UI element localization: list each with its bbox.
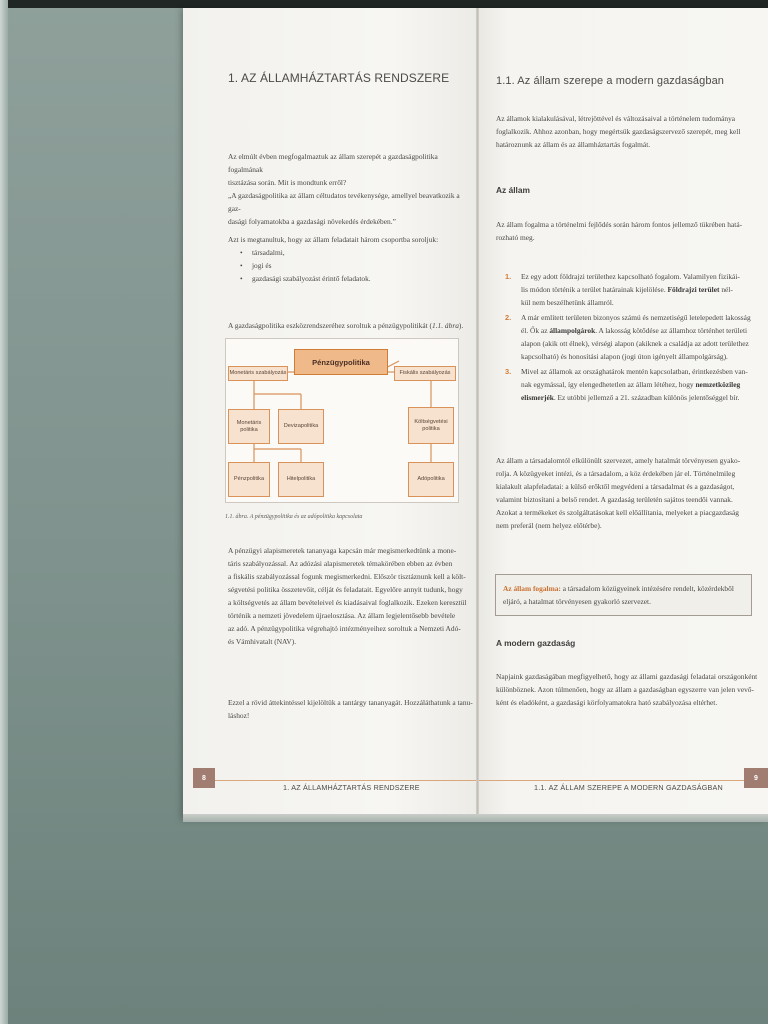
text-line bbox=[521, 391, 761, 404]
text-line: történik a nemzeti jövedelem újraelosztása. Az állam legjelentősebb bevétele bbox=[228, 611, 456, 620]
section-intro bbox=[496, 112, 761, 151]
body-paragraph-1 bbox=[228, 544, 473, 648]
list-item: • társadalmi, bbox=[238, 246, 468, 259]
text-line: Az elmúlt évben megfogalmaztuk az állam szerepét a gazdaságpolitika fogalmának bbox=[228, 152, 438, 174]
list-number: 1. bbox=[505, 272, 512, 281]
text-line bbox=[521, 378, 761, 391]
text-line: Ezzel a rövid áttekintéssel kijelöltük a tantárgy tananyagát. Hozzáláthatunk a tanu- bbox=[228, 698, 473, 707]
list-item bbox=[505, 270, 761, 309]
callout-term: Az állam fogalma: bbox=[503, 584, 561, 593]
scanner-edge-top bbox=[0, 0, 768, 8]
text-line: foglalkozik. Ahhoz azonban, hogy megértsük gazdaságszervező szerepét, meg kell bbox=[496, 127, 741, 136]
text-line bbox=[503, 582, 747, 595]
bold-term: nemzetközileg bbox=[695, 380, 741, 389]
text-line: láshoz! bbox=[228, 711, 250, 720]
figure-reference[interactable]: 1.1. ábra bbox=[432, 321, 459, 330]
modern-economy-paragraph bbox=[496, 670, 766, 709]
text-span: a társadalom közügyeinek intézésére rendelt, közérdekből bbox=[560, 584, 734, 593]
chapter-title: 1. AZ ÁLLAMHÁZTARTÁS RENDSZERE bbox=[228, 71, 450, 85]
tasks-block bbox=[228, 233, 468, 285]
page-right bbox=[479, 8, 768, 820]
intro-paragraph bbox=[228, 150, 468, 228]
tasks-intro: Azt is megtanultuk, hogy az állam feladatait három csoportba soroljuk: bbox=[228, 235, 439, 244]
section-title: 1.1. Az állam szerepe a modern gazdaságban bbox=[496, 75, 725, 87]
text-line: táris szabályozással. Az adózási alapismeretek témakörében ebben az évben bbox=[228, 559, 453, 568]
text-line: dasági folyamatokba a gazdasági növekedés érdekében.” bbox=[228, 217, 396, 226]
text-line: tisztázása során. Mit is mondtunk erről? bbox=[228, 178, 347, 187]
running-footer: 1. AZ ÁLLAMHÁZTARTÁS RENDSZERE bbox=[283, 783, 420, 792]
text-line: ségvetési politika összetevőit, célját és feladatait. Egyelőre annyit tudunk, hogy bbox=[228, 585, 463, 594]
state-definition-paragraph bbox=[496, 454, 764, 532]
running-footer: 1.1. AZ ÁLLAM SZEREPE A MODERN GAZDASÁGBAN bbox=[534, 783, 723, 792]
text-line: Napjaink gazdaságában megfigyelhető, hogy az állami gazdasági feladatai országonként bbox=[496, 672, 758, 681]
text-line: kül nem beszélhetünk államról. bbox=[521, 298, 614, 307]
footer-rule bbox=[479, 780, 744, 781]
footer-rule bbox=[215, 780, 479, 781]
text-span: nak egymással, így elengedhetetlen az állam létéhez, hogy bbox=[521, 380, 696, 389]
text-line: ként és eladóként, a gazdasági körfolyamatokra ható szabályozása eltérhet. bbox=[496, 698, 718, 707]
text-span: A gazdaságpolitika eszközrendszeréhez soroltuk a pénzügypolitikát ( bbox=[228, 321, 432, 330]
text-line: a költségvetés az állam bevételeivel és kiadásaival foglalkozik. Ezeken keresztül bbox=[228, 598, 467, 607]
text-span: él. Ők az bbox=[521, 326, 550, 335]
text-line: különböznek. Azon túlmenően, hogy az állam a gazdaságban egyszerre van jelen vevő- bbox=[496, 685, 754, 694]
text-line: A már említett területen bizonyos számú és nemzetiségű letelepedett lakosság bbox=[521, 313, 751, 322]
list-item bbox=[505, 311, 761, 363]
list-item bbox=[505, 365, 761, 404]
box-monetaris-politika: Monetáris politika bbox=[228, 409, 270, 444]
box-hitelpolitika: Hitelpolitika bbox=[278, 462, 324, 497]
text-span: . Ez utóbbi jellemző a 21. században különös jelentőséggel bír. bbox=[553, 393, 740, 402]
subheading-modern-economy: A modern gazdaság bbox=[496, 638, 576, 648]
page-number-badge: 9 bbox=[744, 768, 768, 788]
box-penzugypolitika: Pénzügypolitika bbox=[294, 349, 388, 375]
text-line bbox=[521, 283, 761, 296]
text-line: és Vámhivatalt (NAV). bbox=[228, 637, 297, 646]
policy-diagram bbox=[225, 338, 459, 503]
text-line: nem preferál (nem helyez előtérbe). bbox=[496, 521, 602, 530]
text-line: „A gazdaságpolitika az állam céltudatos tevékenysége, amellyel beavatkozik a gaz- bbox=[228, 191, 460, 213]
text-line: Az állam fogalma a történelmi fejlődés során három fontos jellemző tükrében hatá- bbox=[496, 220, 743, 229]
text-line: eljáró, a hatalmat törvényesen gyakorló szervezet. bbox=[503, 597, 651, 606]
list-number: 3. bbox=[505, 367, 512, 376]
text-line: a fiskális szabályozással fogunk megismerkedni. Először tisztáznunk kell a költ- bbox=[228, 572, 466, 581]
state-intro bbox=[496, 218, 761, 244]
page-underside-shadow bbox=[183, 814, 768, 822]
text-line: Azokat a termékeket és szolgáltatásokat kell előállítania, melyeket a piacgazdaság bbox=[496, 508, 739, 517]
list-number: 2. bbox=[505, 313, 512, 322]
diagram-intro bbox=[228, 319, 468, 332]
page-number-badge: 8 bbox=[193, 768, 215, 788]
box-penzpolitika: Pénzpolitika bbox=[228, 462, 270, 497]
box-adopolitika: Adópolitika bbox=[408, 462, 454, 497]
page-left bbox=[183, 8, 479, 820]
bold-term: elismerjék bbox=[521, 393, 554, 402]
state-characteristics-list bbox=[505, 270, 761, 406]
tasks-list bbox=[238, 246, 468, 285]
open-book bbox=[183, 8, 768, 820]
text-line bbox=[521, 324, 761, 337]
list-item: • gazdasági szabályozást érintő feladatok. bbox=[238, 272, 468, 285]
scanner-edge-left bbox=[0, 0, 8, 1024]
text-line: kapcsolható) és honosítási alapon (jogi úton igényelt állampolgárság). bbox=[521, 352, 728, 361]
bold-term: állampolgárok bbox=[549, 326, 596, 335]
text-line: kialakult alapfeladatai: a külső erőktől megvédeni a társadalmat és a gazdaságot, bbox=[496, 482, 735, 491]
text-line: határoznunk az állam és az államháztartás fogalmát. bbox=[496, 140, 651, 149]
text-span: nél- bbox=[719, 285, 733, 294]
text-span: . A lakosság kötődése az államhoz történhet területi bbox=[595, 326, 748, 335]
box-devizapolitika: Devizapolitika bbox=[278, 409, 324, 444]
box-koltsegvetesi-politika: Költségvetési politika bbox=[408, 407, 454, 444]
text-line: Az államok kialakulásával, létrejöttével és változásaival a történelem tudománya bbox=[496, 114, 736, 123]
text-line: rozható meg. bbox=[496, 233, 535, 242]
text-line: Az állam a társadalomtól elkülönült szervezet, amely hatalmát törvényesen gyako- bbox=[496, 456, 741, 465]
figure-caption: 1.1. ábra. A pénzügypolitika és az adópolitika kapcsolata bbox=[225, 514, 363, 520]
definition-callout bbox=[495, 574, 752, 616]
box-monetaris-szabalyozas: Monetáris szabályozás bbox=[228, 366, 288, 381]
text-line: valamint biztosítani a belső rendet. A gazdaság területén sajátos teendői vannak. bbox=[496, 495, 733, 504]
text-line: A pénzügyi alapismeretek tananyaga kapcsán már megismerkedtünk a mone- bbox=[228, 546, 457, 555]
text-span: lis módon történik a terület határainak kijelölése. bbox=[521, 285, 668, 294]
callout-text bbox=[503, 582, 747, 608]
bold-term: Földrajzi terület bbox=[667, 285, 720, 294]
text-line: Ez egy adott földrajzi területhez kapcsolható fogalom. Valamilyen fizikái- bbox=[521, 272, 740, 281]
text-line: Mivel az államok az országhatárok mentén kapcsolatban, érintkezésben van- bbox=[521, 367, 748, 376]
text-line: az adó. A pénzügypolitika végrehajtó intézményeihez soroltuk a Nemzeti Adó- bbox=[228, 624, 461, 633]
text-line: alapon (akik ott élnek), vérségi alapon (akiknek a családja az adott területhez bbox=[521, 339, 749, 348]
text-span: ). bbox=[458, 321, 464, 330]
list-item: • jogi és bbox=[238, 259, 468, 272]
box-fiskalis-szabalyozas: Fiskális szabályozás bbox=[394, 366, 456, 381]
body-paragraph-2 bbox=[228, 696, 473, 722]
subheading-state: Az állam bbox=[496, 185, 530, 195]
text-line: rolja. A közügyeket intézi, és a társadalom, a köz érdekében jár el. Történelmileg bbox=[496, 469, 736, 478]
